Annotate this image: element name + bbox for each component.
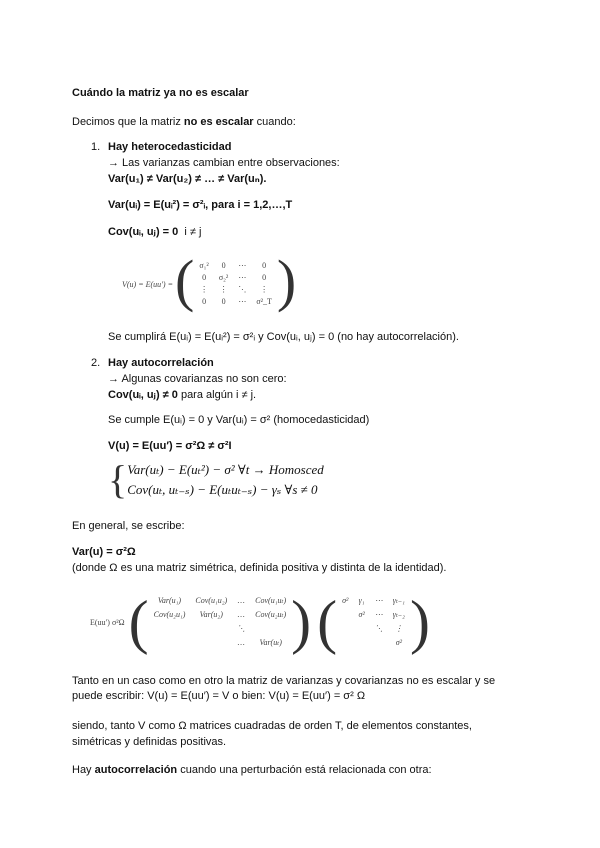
general-matrix-lhs: E(uu′) σ²Ω — [90, 617, 125, 627]
general-matrix-figure — [90, 589, 430, 655]
item1-cov-def: Cov(uᵢ, uⱼ) = 0 — [108, 226, 179, 238]
matrix-b-right-paren: ) — [409, 589, 430, 655]
matrix-cell: 0 — [221, 261, 226, 270]
intro-line — [72, 116, 296, 128]
item1-number: 1. — [91, 141, 101, 153]
system-line-2: Cov(uₜ, uₜ₋ₛ) − E(uₜuₜ₋ₛ) − γₛ ∀s ≠ 0 — [127, 482, 318, 497]
matrix-cell: Cov(u₁u₂) — [195, 596, 228, 605]
matrix-cell — [370, 636, 388, 650]
para1-line2: puede escribir: V(u) = E(uu′) = V o bien: V(u) = E(uu′) = σ² Ω — [72, 690, 366, 702]
item2-cov-bold: Cov(uᵢ, uⱼ) ≠ 0 — [108, 389, 178, 401]
matrix-cell: σ² — [395, 638, 403, 647]
matrix-cell: ⋯ — [374, 596, 383, 605]
matrix-cell: σ² — [342, 596, 349, 605]
matrix-cell: Cov(u₁uₜ) — [255, 596, 287, 605]
general-intro: En general, se escribe: — [72, 520, 185, 532]
para1-line1: Tanto en un caso como en otro la matriz de varianzas y covarianzas no es escalar y se — [72, 675, 496, 687]
matrix-cell — [337, 622, 353, 636]
intro-pre: Decimos que la matriz — [72, 116, 184, 128]
para3-bold: autocorrelación — [94, 764, 178, 776]
matrix-cell — [353, 622, 369, 636]
matrix-a-left-paren: ( — [128, 589, 149, 655]
page-title: Cuándo la matriz ya no es escalar — [72, 87, 249, 99]
general-matrix-b — [337, 594, 410, 650]
matrix-cell: σ² — [358, 610, 365, 619]
general-formula: Var(u) = σ²Ω — [72, 546, 136, 558]
matrix-cell: Var(uₜ) — [259, 638, 282, 647]
matrix-cell — [337, 636, 353, 650]
matrix-cell — [353, 636, 369, 650]
matrix-cell: σ₁² — [199, 261, 209, 270]
matrix-cell: σ₂² — [218, 273, 229, 282]
matrix-cell: ⋮ — [260, 285, 269, 294]
matrix-cell: ⋯ — [238, 273, 247, 282]
matrix-cell: Var(u₁) — [157, 596, 182, 605]
matrix-cell: 0 — [262, 273, 267, 282]
matrix-cell: 0 — [221, 297, 226, 306]
item1-inequality: Var(u₁) ≠ Var(u₂) ≠ … ≠ Var(uₙ). — [108, 173, 267, 185]
item1-variance-def: Var(uᵢ) = E(uᵢ²) = σ²ᵢ, para i = 1,2,…,T — [108, 199, 293, 211]
item1-title: Hay heterocedasticidad — [108, 141, 232, 153]
matrix-cell: Cov(u₂uₜ) — [255, 610, 287, 619]
matrix-cell: ⋮ — [219, 285, 228, 294]
matrix-cell: … — [237, 638, 245, 647]
matrix-cell: ⋮ — [200, 285, 209, 294]
matrix-cell: γ₁ — [358, 596, 365, 605]
item2-cov-rest: para algún i ≠ j. — [177, 389, 257, 401]
matrix-cell: σ²_T — [256, 297, 272, 306]
general-note: (donde Ω es una matriz simétrica, definida positiva y distinta de la identidad). — [72, 562, 447, 574]
matrix-cell: ⋯ — [238, 261, 247, 270]
matrix-cell — [149, 622, 191, 636]
item2-number: 2. — [91, 357, 101, 369]
item1-matrix-figure — [122, 248, 297, 313]
matrix-cell: ⋯ — [374, 610, 383, 619]
para3-post: cuando una perturbación está relacionada con otra: — [177, 764, 432, 776]
item2-system — [108, 457, 324, 502]
general-matrix-a — [149, 594, 292, 650]
matrix-cell: γₜ₋₁ — [392, 596, 405, 605]
matrix-cell: ⋱ — [238, 285, 247, 294]
matrix-a-right-paren: ) — [291, 589, 312, 655]
left-paren: ( — [174, 248, 195, 313]
matrix-cell: γₜ₋₂ — [392, 610, 405, 619]
intro-bold: no es escalar — [183, 116, 254, 128]
matrix-cell — [149, 636, 191, 650]
item2-sentence: Se cumple E(uᵢ) = 0 y Var(uᵢ) = σ² (homocedasticidad) — [108, 414, 370, 426]
item2-cov-line — [108, 388, 256, 401]
item1-matrix — [194, 260, 277, 308]
matrix-cell: ⋮ — [394, 624, 403, 633]
item1-matrix-lhs: V(u) = E(uu′) = — [122, 279, 173, 289]
matrix-cell: 0 — [202, 297, 207, 306]
intro-post: cuando: — [253, 116, 296, 128]
item2-arrow-text: → Algunas covarianzas no son cero: — [108, 373, 287, 385]
system-line-1: Var(uₜ) − E(uₜ²) − σ² ∀t → Homosced — [127, 462, 324, 477]
matrix-b-left-paren: ( — [317, 589, 338, 655]
matrix-cell: 0 — [202, 273, 207, 282]
matrix-cell: Var(u₂) — [199, 610, 223, 619]
item2-title: Hay autocorrelación — [108, 357, 214, 369]
matrix-cell — [190, 622, 232, 636]
item1-cov-line — [108, 225, 201, 238]
matrix-cell: ⋯ — [238, 297, 247, 306]
matrix-cell: ⋱ — [374, 624, 383, 633]
item1-cov-cond: i ≠ j — [184, 226, 202, 238]
para3-pre: Hay — [72, 764, 95, 776]
system-brace: { — [108, 457, 128, 502]
matrix-cell: Cov(u₂u₁) — [153, 610, 186, 619]
item1-conclusion: Se cumplirá E(uᵢ) = E(uᵢ²) = σ²ᵢ y Cov(uᵢ, uⱼ) = 0 (no hay autocorrelación). — [108, 331, 459, 343]
item1-arrow-text: → Las varianzas cambian entre observaciones: — [108, 157, 340, 169]
right-paren: ) — [276, 248, 297, 313]
para2-line1: siendo, tanto V como Ω matrices cuadradas de orden T, de elementos constantes, — [72, 720, 472, 732]
para3-line — [72, 764, 432, 776]
para2-line2: simétricas y definidas positivas. — [72, 736, 227, 748]
matrix-cell — [250, 622, 291, 636]
matrix-cell: ⋱ — [237, 624, 246, 633]
matrix-cell — [337, 608, 353, 622]
matrix-cell: … — [237, 610, 245, 619]
item2-v-def: V(u) = E(uu′) = σ²Ω ≠ σ²I — [108, 440, 232, 452]
matrix-cell — [190, 636, 232, 650]
matrix-cell: … — [237, 596, 245, 605]
matrix-cell: 0 — [262, 261, 267, 270]
